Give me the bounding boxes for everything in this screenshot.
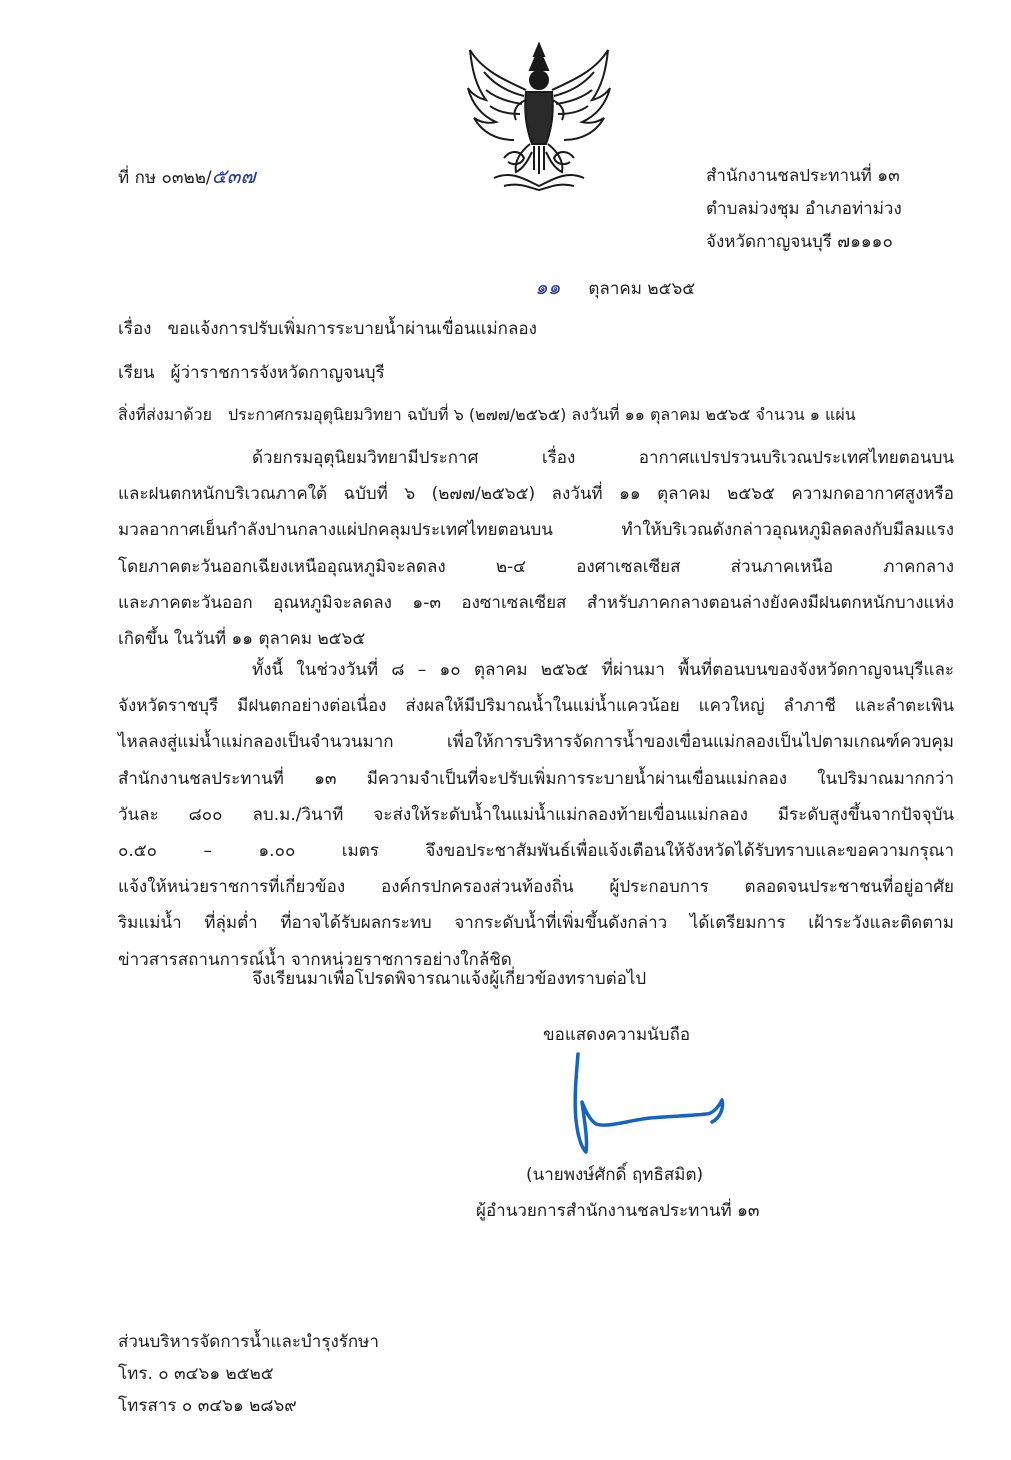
subject-line [118, 315, 537, 342]
paragraph-1-line: มวลอากาศเย็นกำลังปานกลางแผ่ปกคลุมประเทศไทยตอนบน ทำให้บริเวณดังกล่าวอุณหภูมิลดลงกับมีลมแรง [118, 520, 954, 541]
footer-contact [118, 1326, 379, 1422]
enclosure-label: สิ่งที่ส่งมาด้วย [118, 405, 212, 424]
signature-image [560, 1048, 740, 1168]
paragraph-1 [118, 440, 954, 657]
sender-line-3: จังหวัดกาญจนบุรี ๗๑๑๑๐ [706, 232, 893, 252]
footer-department: ส่วนบริหารจัดการน้ำและบำรุงรักษา [118, 1332, 379, 1352]
recipient-label: เรียน [118, 363, 155, 383]
subject-label: เรื่อง [118, 319, 152, 339]
closing-request: จึงเรียนมาเพื่อโปรดพิจารณาแจ้งผู้เกี่ยวข้องทราบต่อไป [252, 969, 647, 989]
paragraph-1-line: และฝนตกหนักบริเวณภาคใต้ ฉบับที่ ๖ (๒๗๗/๒๕๖๕) ลงวันที่ ๑๑ ตุลาคม ๒๕๖๕ ความกดอากาศสูงหรือ [118, 484, 954, 505]
date-day: ๑๑ [535, 275, 561, 299]
sender-line-1: สำนักงานชลประทานที่ ๑๓ [706, 166, 900, 186]
paragraph-2-line: แจ้งให้หน่วยราชการที่เกี่ยวข้อง องค์กรปกครองส่วนท้องถิ่น ผู้ประกอบการ ตลอดจนประชาชนที่อยู่อาศัย [118, 877, 954, 898]
enclosure-line [118, 403, 856, 428]
paragraph-1-line: เกิดขึ้น ในวันที่ ๑๑ ตุลาคม ๒๕๖๕ [118, 629, 366, 650]
recipient-line [118, 359, 385, 386]
document-number-prefix: ที่ กษ ๐๓๒๒/ [118, 168, 212, 188]
garuda-emblem-icon [464, 40, 614, 192]
enclosure-text: ประกาศกรมอุตุนิยมวิทยา ฉบับที่ ๖ (๒๗๗/๒๕๖๕) ลงวันที่ ๑๑ ตุลาคม ๒๕๖๕ จำนวน ๑ แผ่น [227, 405, 856, 424]
paragraph-1-line: โดยภาคตะวันออกเฉียงเหนืออุณหภูมิจะลดลง ๒-๔ องศาเซลเซียส ส่วนภาคเหนือ ภาคกลาง [118, 556, 954, 577]
sender-line-2: ตำบลม่วงชุม อำเภอท่าม่วง [706, 199, 902, 219]
paragraph-2-line: จังหวัดราชบุรี มีฝนตกอย่างต่อเนื่อง ส่งผลให้มีปริมาณน้ำในแม่น้ำแควน้อย แควใหญ่ ลำภาชี และลำตะเพิน [118, 696, 954, 717]
footer-phone: โทร. ๐ ๓๔๖๑ ๒๕๒๕ [118, 1364, 274, 1384]
paragraph-1-line: และภาคตะวันออก อุณหภูมิจะลดลง ๑-๓ องซาเซลเซียส สำหรับภาคกลางตอนล่างยังคงมีฝนตกหนักบางแห่ง [118, 592, 954, 613]
signer-name: (นายพงษ์ศักดิ์ ฤทธิสมิต) [526, 1165, 704, 1185]
paragraph-2-line: ทั้งนี้ ในช่วงวันที่ ๘ – ๑๐ ตุลาคม ๒๕๖๕ ที่ผ่านมา พื้นที่ตอนบนของจังหวัดกาญจนบุรีและ [252, 660, 954, 680]
paragraph-2-line: วันละ ๘๐๐ ลบ.ม./วินาที จะส่งให้ระดับน้ำในแม่น้ำแม่กลองท้ายเขื่อนแม่กลอง มีระดับสูงขึ้นจากปัจจุบัน [118, 804, 954, 825]
document-date [535, 271, 695, 303]
signer-position: ผู้อำนวยการสำนักงานชลประทานที่ ๑๓ [476, 1201, 760, 1221]
document-number [118, 160, 256, 192]
salutation: ขอแสดงความนับถือ [543, 1025, 691, 1045]
paragraph-2 [118, 652, 954, 978]
paragraph-2-line: สำนักงานชลประทานที่ ๑๓ มีความจำเป็นที่จะปรับเพิ่มการระบายน้ำผ่านเขื่อนแม่กลอง ในปริมาณมากกว่า [118, 768, 954, 789]
document-number-handwritten: ๕๓๗ [211, 164, 256, 188]
recipient-text: ผู้ว่าราชการจังหวัดกาญจนบุรี [170, 363, 385, 383]
paragraph-1-line: ด้วยกรมอุตุนิยมวิทยามีประกาศ เรื่อง อากาศแปรปรวนบริเวณประเทศไทยตอนบน [252, 448, 954, 468]
footer-fax: โทรสาร ๐ ๓๔๖๑ ๒๘๖๙ [118, 1396, 297, 1416]
paragraph-2-line: ไหลลงสู่แม่น้ำแม่กลองเป็นจำนวนมาก เพื่อให้การบริหารจัดการน้ำของเขื่อนแม่กลองเป็นไปตามเกณฑ์ควบคุม [118, 732, 954, 753]
paragraph-2-line: ๐.๕๐ – ๑.๐๐ เมตร จึงขอประชาสัมพันธ์เพื่อแจ้งเตือนให้จังหวัดได้รับทราบและขอความกรุณา [118, 841, 954, 862]
sender-address [706, 160, 902, 259]
paragraph-2-line: ข่าวสารสถานการณ์น้ำ จากหน่วยราชการอย่างใกล้ชิด [118, 949, 512, 970]
date-month-year: ตุลาคม ๒๕๖๕ [588, 279, 696, 299]
subject-text: ขอแจ้งการปรับเพิ่มการระบายน้ำผ่านเขื่อนแม่กลอง [167, 319, 537, 339]
paragraph-2-line: ริมแม่น้ำ ที่ลุ่มต่ำ ที่อาจได้รับผลกระทบ จากระดับน้ำที่เพิ่มขึ้นดังกล่าว ได้เตรียมการ เฝ้าระวังและติดตาม [118, 913, 954, 934]
